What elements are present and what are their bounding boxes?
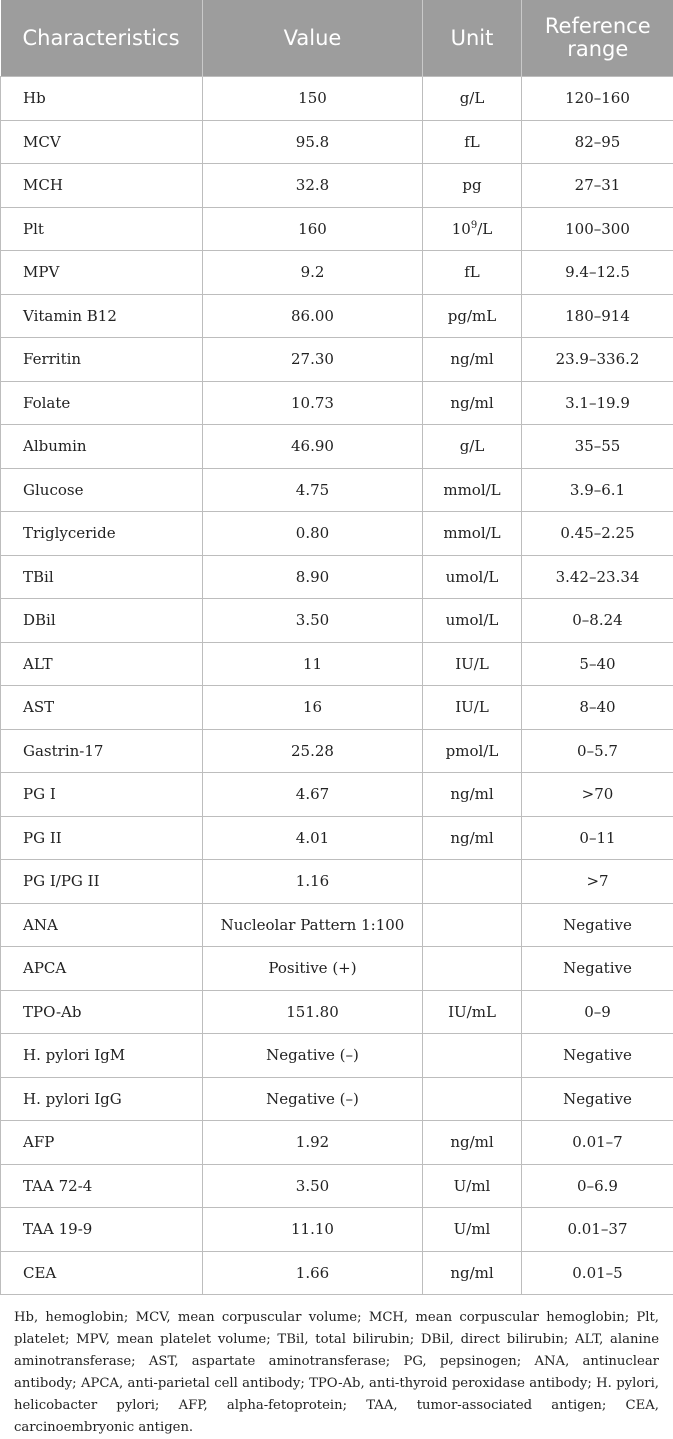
cell-characteristic: Hb (1, 77, 203, 121)
cell-value: 4.01 (203, 816, 423, 860)
table-row (1, 425, 673, 469)
cell-reference-range: 3.1–19.9 (522, 381, 673, 425)
cell-unit: U/ml (423, 1208, 522, 1252)
table-row (1, 729, 673, 773)
table-row (1, 903, 673, 947)
cell-reference-range: 8–40 (522, 686, 673, 730)
cell-unit (423, 1077, 522, 1121)
cell-value: 150 (203, 77, 423, 121)
cell-value: 95.8 (203, 120, 423, 164)
header-unit: Unit (423, 0, 522, 77)
cell-characteristic: MPV (1, 251, 203, 295)
cell-characteristic: Folate (1, 381, 203, 425)
table-row (1, 1077, 673, 1121)
table-body (1, 77, 673, 1295)
cell-reference-range: 3.42–23.34 (522, 555, 673, 599)
cell-unit: U/ml (423, 1164, 522, 1208)
cell-reference-range: 0.45–2.25 (522, 512, 673, 556)
cell-unit (423, 947, 522, 991)
cell-value: 10.73 (203, 381, 423, 425)
cell-reference-range: 0–8.24 (522, 599, 673, 643)
table-row (1, 207, 673, 251)
cell-characteristic: MCH (1, 164, 203, 208)
cell-characteristic: APCA (1, 947, 203, 991)
cell-reference-range: 35–55 (522, 425, 673, 469)
table-footnote: Hb, hemoglobin; MCV, mean corpuscular volume; MCH, mean corpuscular hemoglobin; Plt, platelet; MPV, mean platelet volume; TBil, total bilirubin; DBil, direct bilirubin; ALT, alanine aminotransferase; AST, aspartate aminotransferase; PG, pepsinogen; ANA, antinuclear antibody; APCA, anti-parietal cell antibody; TPO-Ab, anti-thyroid peroxidase antibody; H. pylori, helicobacter pylori; AFP, alpha-fetoprotein; TAA, tumor-associated antigen; CEA, carcinoembryonic antigen. (0, 1295, 673, 1439)
cell-unit: fL (423, 251, 522, 295)
cell-characteristic: DBil (1, 599, 203, 643)
table-row (1, 1164, 673, 1208)
cell-unit: IU/mL (423, 990, 522, 1034)
table-row (1, 816, 673, 860)
cell-characteristic: Triglyceride (1, 512, 203, 556)
cell-value: 8.90 (203, 555, 423, 599)
cell-unit: pg/mL (423, 294, 522, 338)
table-row (1, 990, 673, 1034)
cell-reference-range: Negative (522, 947, 673, 991)
cell-unit: ng/ml (423, 1251, 522, 1295)
cell-value: 25.28 (203, 729, 423, 773)
cell-unit (423, 903, 522, 947)
cell-unit: IU/L (423, 642, 522, 686)
table-row (1, 338, 673, 382)
cell-unit: ng/ml (423, 338, 522, 382)
cell-reference-range: 23.9–336.2 (522, 338, 673, 382)
cell-reference-range: Negative (522, 1077, 673, 1121)
cell-reference-range: >7 (522, 860, 673, 904)
cell-reference-range: Negative (522, 1034, 673, 1078)
cell-reference-range: 0–9 (522, 990, 673, 1034)
table-row (1, 381, 673, 425)
cell-value: 1.66 (203, 1251, 423, 1295)
header-row (1, 0, 673, 77)
cell-reference-range: 5–40 (522, 642, 673, 686)
cell-characteristic: H. pylori IgM (1, 1034, 203, 1078)
cell-value: 11 (203, 642, 423, 686)
table-row (1, 1208, 673, 1252)
cell-value: 151.80 (203, 990, 423, 1034)
cell-reference-range: 9.4–12.5 (522, 251, 673, 295)
header-characteristics: Characteristics (1, 0, 203, 77)
cell-characteristic: Glucose (1, 468, 203, 512)
cell-unit: IU/L (423, 686, 522, 730)
cell-reference-range: 0.01–7 (522, 1121, 673, 1165)
cell-value: 1.16 (203, 860, 423, 904)
cell-value: Positive (+) (203, 947, 423, 991)
cell-value: Nucleolar Pattern 1:100 (203, 903, 423, 947)
cell-characteristic: TPO-Ab (1, 990, 203, 1034)
cell-unit (423, 1034, 522, 1078)
cell-value: 0.80 (203, 512, 423, 556)
cell-reference-range: 180–914 (522, 294, 673, 338)
cell-value: 4.67 (203, 773, 423, 817)
header-reference-range: Reference range (522, 0, 673, 77)
cell-unit: ng/ml (423, 381, 522, 425)
cell-unit: umol/L (423, 599, 522, 643)
cell-characteristic: Ferritin (1, 338, 203, 382)
cell-unit: mmol/L (423, 468, 522, 512)
cell-characteristic: Vitamin B12 (1, 294, 203, 338)
table-row (1, 773, 673, 817)
cell-characteristic: TAA 72-4 (1, 1164, 203, 1208)
cell-unit: ng/ml (423, 773, 522, 817)
cell-reference-range: 0.01–5 (522, 1251, 673, 1295)
cell-unit: ng/ml (423, 816, 522, 860)
cell-reference-range: 82–95 (522, 120, 673, 164)
cell-unit (423, 860, 522, 904)
table-row (1, 164, 673, 208)
cell-value: 46.90 (203, 425, 423, 469)
cell-value: 16 (203, 686, 423, 730)
cell-reference-range: 120–160 (522, 77, 673, 121)
cell-reference-range: 0–11 (522, 816, 673, 860)
cell-reference-range: 27–31 (522, 164, 673, 208)
cell-reference-range: >70 (522, 773, 673, 817)
cell-characteristic: MCV (1, 120, 203, 164)
table-row (1, 642, 673, 686)
cell-reference-range: 100–300 (522, 207, 673, 251)
table-row (1, 860, 673, 904)
cell-characteristic: Plt (1, 207, 203, 251)
table-row (1, 294, 673, 338)
table-row (1, 1121, 673, 1165)
unit-exponent: 9 (471, 220, 477, 231)
cell-value: 11.10 (203, 1208, 423, 1252)
cell-unit (423, 207, 522, 251)
cell-characteristic: Gastrin-17 (1, 729, 203, 773)
cell-value: 4.75 (203, 468, 423, 512)
table-row (1, 1251, 673, 1295)
cell-characteristic: ANA (1, 903, 203, 947)
cell-unit: ng/ml (423, 1121, 522, 1165)
cell-unit: umol/L (423, 555, 522, 599)
cell-value: 160 (203, 207, 423, 251)
table-row (1, 251, 673, 295)
cell-characteristic: PG I (1, 773, 203, 817)
cell-unit: pg (423, 164, 522, 208)
table-row (1, 77, 673, 121)
cell-value: 1.92 (203, 1121, 423, 1165)
table-row (1, 512, 673, 556)
cell-characteristic: AST (1, 686, 203, 730)
cell-characteristic: TBil (1, 555, 203, 599)
cell-value: 32.8 (203, 164, 423, 208)
cell-reference-range: 0–6.9 (522, 1164, 673, 1208)
table-row (1, 1034, 673, 1078)
cell-characteristic: CEA (1, 1251, 203, 1295)
cell-characteristic: AFP (1, 1121, 203, 1165)
cell-unit: pmol/L (423, 729, 522, 773)
cell-unit: fL (423, 120, 522, 164)
cell-unit: mmol/L (423, 512, 522, 556)
cell-characteristic: TAA 19-9 (1, 1208, 203, 1252)
table-row (1, 468, 673, 512)
table-row (1, 599, 673, 643)
table-header (1, 0, 673, 77)
cell-reference-range: 0.01–37 (522, 1208, 673, 1252)
cell-unit: g/L (423, 77, 522, 121)
cell-characteristic: H. pylori IgG (1, 1077, 203, 1121)
cell-characteristic: PG II (1, 816, 203, 860)
cell-characteristic: Albumin (1, 425, 203, 469)
cell-characteristic: ALT (1, 642, 203, 686)
table-row (1, 120, 673, 164)
cell-reference-range: 0–5.7 (522, 729, 673, 773)
header-value: Value (203, 0, 423, 77)
cell-value: 3.50 (203, 1164, 423, 1208)
cell-value: 9.2 (203, 251, 423, 295)
cell-value: 27.30 (203, 338, 423, 382)
cell-value: 3.50 (203, 599, 423, 643)
table-row (1, 947, 673, 991)
cell-value: Negative (–) (203, 1034, 423, 1078)
unit-base: 10 (452, 220, 471, 238)
cell-characteristic: PG I/PG II (1, 860, 203, 904)
cell-value: Negative (–) (203, 1077, 423, 1121)
table-row (1, 555, 673, 599)
cell-reference-range: 3.9–6.1 (522, 468, 673, 512)
table-row (1, 686, 673, 730)
cell-value: 86.00 (203, 294, 423, 338)
cell-reference-range: Negative (522, 903, 673, 947)
cell-unit: g/L (423, 425, 522, 469)
unit-suffix: /L (477, 220, 492, 238)
